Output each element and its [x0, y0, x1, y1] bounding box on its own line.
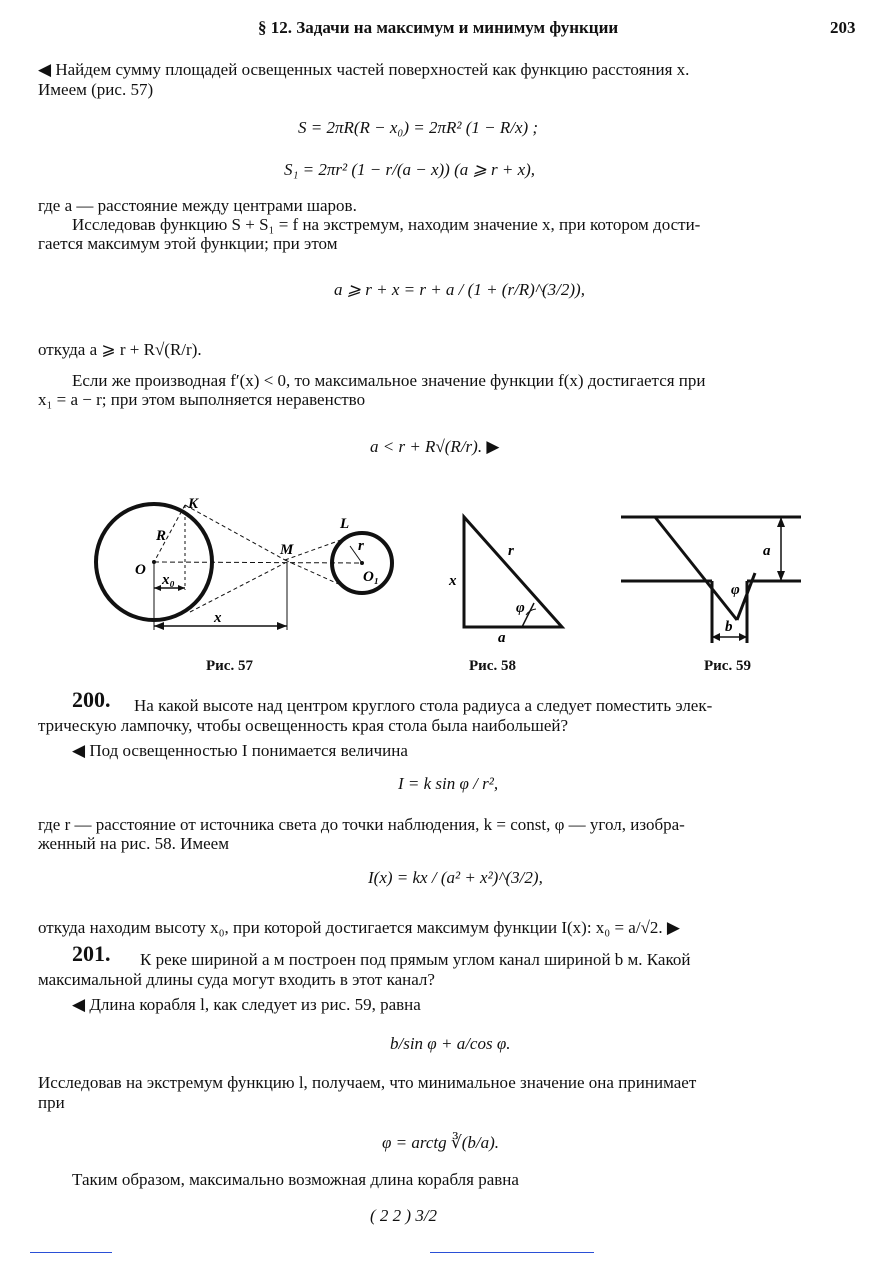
para-line: Исследовав функцию S + S₁ = f на экстремум, находим значение x, при котором дости- — [72, 215, 701, 234]
para-line: трическую лампочку, чтобы освещенность края стола была наибольшей? — [38, 716, 569, 735]
page-header-title: § 12. Задачи на максимум и минимум функции — [258, 18, 619, 37]
para-line: ◀ Под освещенностью I понимается величина — [72, 741, 408, 760]
page-link-right[interactable] — [430, 1252, 594, 1253]
figure-57-caption: Рис. 57 — [206, 658, 253, 674]
para-line: Таким образом, максимально возможная длина корабля равна — [72, 1170, 519, 1189]
para-line: Если же производная f′(x) < 0, то максимальное значение функции f(x) достигается при — [72, 371, 706, 390]
figure-57 — [90, 490, 410, 640]
para-line: максимальной длины суда могут входить в этот канал? — [38, 970, 435, 989]
fig57-label-x: x — [214, 610, 222, 626]
fig59-label-b: b — [725, 619, 733, 635]
fig58-label-x: x — [449, 573, 457, 589]
para-line: К реке шириной a м построен под прямым углом канал шириной b м. Какой — [140, 950, 691, 969]
fig57-label-K: K — [188, 496, 199, 512]
para-line: На какой высоте над центром круглого стола радиуса a следует поместить элек- — [134, 696, 713, 715]
para-line: женный на рис. 58. Имеем — [38, 834, 229, 853]
fig57-label-r: r — [358, 538, 364, 554]
figure-58-caption: Рис. 58 — [469, 658, 516, 674]
para-line: гается максимум этой функции; при этом — [38, 234, 338, 253]
formula-max-length-fragment: ( 2 2 ) 3/2 — [370, 1206, 438, 1225]
problem-number-200: 200. — [72, 687, 111, 712]
para-line: Имеем (рис. 57) — [38, 80, 154, 99]
para-line: Исследовав на экстремум функцию l, получаем, что минимальное значение она принимает — [38, 1073, 697, 1092]
para-line: где r — расстояние от источника света до точки наблюдения, k = const, φ — угол, изобра- — [38, 815, 685, 834]
fig57-label-R: R — [156, 528, 167, 544]
fig59-label-a: a — [763, 543, 771, 559]
para-line: откуда a ⩾ r + R√(R/r). — [38, 340, 202, 359]
fig58-label-phi: φ — [516, 600, 525, 616]
formula-phi: φ = arctg ∛(b/a). — [382, 1133, 500, 1152]
formula-Ix: I(x) = kx / (a² + x²)^(3/2), — [368, 868, 543, 887]
figure-58 — [440, 505, 570, 645]
para-line: ◀ Длина корабля l, как следует из рис. 59, равна — [72, 995, 421, 1014]
fig58-label-r: r — [508, 543, 514, 559]
formula-S: S = 2πR(R − x₀) = 2πR² (1 − R/x) ; — [298, 118, 539, 137]
formula-I: I = k sin φ / r², — [398, 774, 499, 793]
fig57-label-M: M — [280, 542, 294, 558]
para-line: x₁ = a − r; при этом выполняется неравенство — [38, 390, 366, 409]
figure-59-caption: Рис. 59 — [704, 658, 751, 674]
para-line: где a — расстояние между центрами шаров. — [38, 196, 357, 215]
fig57-label-O1: O₁ — [363, 569, 380, 585]
formula-a-less: a < r + R√(R/r). ▶ — [370, 437, 500, 456]
fig57-label-x0: x₀ — [162, 572, 175, 588]
fig57-label-O: O — [135, 562, 146, 578]
problem-number-201: 201. — [72, 941, 111, 966]
para-line: ◀ Найдем сумму площадей освещенных частей поверхностей как функцию расстояния x. — [38, 60, 690, 79]
fig57-label-L: L — [340, 516, 350, 532]
para-line: при — [38, 1093, 65, 1112]
para-line: откуда находим высоту x₀, при которой достигается максимум функции I(x): x₀ = a/√2. ▶ — [38, 918, 680, 937]
figure-59 — [615, 505, 815, 650]
formula-ship-length: b/sin φ + a/cos φ. — [390, 1034, 511, 1053]
formula-a-inequality: a ⩾ r + x = r + a / (1 + (r/R)^(3/2)), — [334, 280, 585, 299]
page-number: 203 — [830, 18, 856, 37]
page-link-left[interactable] — [30, 1252, 112, 1253]
formula-S1: S₁ = 2πr² (1 − r/(a − x)) (a ⩾ r + x), — [284, 160, 536, 179]
fig59-label-phi: φ — [731, 582, 740, 598]
fig58-label-a: a — [498, 630, 506, 645]
